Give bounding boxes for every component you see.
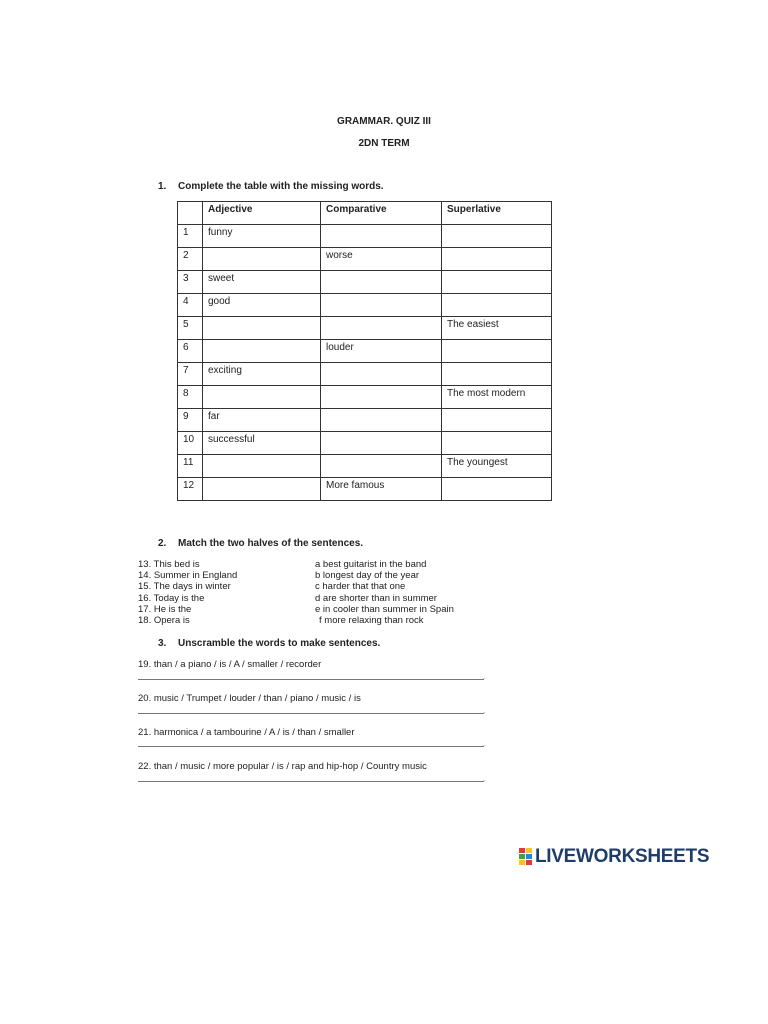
column-header-comparative: Comparative <box>321 202 442 225</box>
comparative-cell[interactable]: worse <box>321 248 442 271</box>
section-3-number: 3. <box>158 638 167 649</box>
table-row <box>178 409 552 432</box>
answer-line-end: . <box>483 774 486 783</box>
comparative-cell[interactable]: More famous <box>321 478 442 501</box>
superlative-cell[interactable] <box>442 363 552 386</box>
section-2-text: Match the two halves of the sentences. <box>178 538 364 549</box>
comparative-cell[interactable]: louder <box>321 340 442 363</box>
adjective-cell[interactable] <box>203 386 321 409</box>
answer-line[interactable] <box>138 713 484 714</box>
match-right-item: a best guitarist in the band <box>315 559 427 570</box>
match-right-list <box>315 559 454 626</box>
comparatives-table <box>177 201 552 501</box>
table-row <box>178 478 552 501</box>
comparative-cell[interactable] <box>321 455 442 478</box>
match-left-item: 14. Summer in England <box>138 570 238 582</box>
answer-line-end: . <box>483 739 486 748</box>
comparative-cell[interactable] <box>321 271 442 294</box>
adjective-cell[interactable]: exciting <box>203 363 321 386</box>
column-header-superlative: Superlative <box>442 202 552 225</box>
table-row <box>178 363 552 386</box>
match-right-item: f more relaxing than rock <box>319 614 424 626</box>
section-1-text: Complete the table with the missing words. <box>178 181 384 192</box>
superlative-cell[interactable] <box>442 225 552 248</box>
comparative-cell[interactable] <box>321 409 442 432</box>
match-left-item: 16. Today is the <box>138 592 205 604</box>
row-number: 11 <box>178 455 203 478</box>
section-3-heading <box>158 638 380 649</box>
row-number: 12 <box>178 478 203 501</box>
match-right-item: d are shorter than in summer <box>315 592 437 604</box>
row-number: 3 <box>178 271 203 294</box>
row-number: 4 <box>178 294 203 317</box>
column-header-adjective: Adjective <box>203 202 321 225</box>
table-row <box>178 432 552 455</box>
section-3-text: Unscramble the words to make sentences. <box>178 638 381 649</box>
row-number: 6 <box>178 340 203 363</box>
row-number: 10 <box>178 432 203 455</box>
row-number: 2 <box>178 248 203 271</box>
adjective-cell[interactable] <box>203 317 321 340</box>
table-row <box>178 455 552 478</box>
match-right-item: c harder that that one <box>315 581 406 593</box>
section-2-heading <box>158 538 363 549</box>
quiz-title: GRAMMAR. QUIZ III <box>337 116 431 127</box>
superlative-cell[interactable] <box>442 340 552 363</box>
adjective-cell[interactable] <box>203 248 321 271</box>
match-left-item: 15. The days in winter <box>138 581 231 593</box>
match-left-list <box>138 559 237 626</box>
row-number: 7 <box>178 363 203 386</box>
superlative-cell[interactable]: The youngest <box>442 455 552 478</box>
comparative-cell[interactable] <box>321 294 442 317</box>
table-row <box>178 317 552 340</box>
liveworksheets-logo <box>519 846 709 868</box>
superlative-cell[interactable] <box>442 409 552 432</box>
table-row <box>178 386 552 409</box>
superlative-cell[interactable] <box>442 478 552 501</box>
logo-tiles-icon <box>519 848 533 866</box>
adjective-cell[interactable]: funny <box>203 225 321 248</box>
row-number: 8 <box>178 386 203 409</box>
answer-line[interactable] <box>138 679 484 680</box>
superlative-cell[interactable] <box>442 248 552 271</box>
table-row <box>178 248 552 271</box>
comparative-cell[interactable] <box>321 363 442 386</box>
match-left-item: 18. Opera is <box>138 614 190 626</box>
unscramble-item: 21. harmonica / a tambourine / A / is / than / smaller <box>138 727 355 738</box>
answer-line[interactable] <box>138 746 484 747</box>
match-right-item: e in cooler than summer in Spain <box>315 603 454 615</box>
unscramble-item: 19. than / a piano / is / A / smaller / recorder <box>138 659 322 670</box>
comparative-cell[interactable] <box>321 225 442 248</box>
superlative-cell[interactable] <box>442 271 552 294</box>
comparative-cell[interactable] <box>321 432 442 455</box>
adjective-cell[interactable] <box>203 455 321 478</box>
adjective-cell[interactable]: far <box>203 409 321 432</box>
comparative-cell[interactable] <box>321 317 442 340</box>
section-1-number: 1. <box>158 181 167 192</box>
unscramble-item: 20. music / Trumpet / louder / than / piano / music / is <box>138 693 361 704</box>
table-row <box>178 225 552 248</box>
row-number: 9 <box>178 409 203 432</box>
match-right-item: b longest day of the year <box>315 570 420 582</box>
section-2-number: 2. <box>158 538 167 549</box>
adjective-cell[interactable]: successful <box>203 432 321 455</box>
adjective-cell[interactable]: good <box>203 294 321 317</box>
unscramble-item: 22. than / music / more popular / is / rap and hip-hop / Country music <box>138 761 427 772</box>
adjective-cell[interactable] <box>203 478 321 501</box>
table-row <box>178 271 552 294</box>
term-subtitle: 2DN TERM <box>358 138 410 149</box>
table-header-row <box>178 202 552 225</box>
superlative-cell[interactable] <box>442 432 552 455</box>
superlative-cell[interactable] <box>442 294 552 317</box>
adjective-cell[interactable]: sweet <box>203 271 321 294</box>
row-number: 5 <box>178 317 203 340</box>
answer-line-end: . <box>483 706 486 715</box>
table-row <box>178 340 552 363</box>
logo-text: LIVEWORKSHEETS <box>535 846 710 867</box>
comparative-cell[interactable] <box>321 386 442 409</box>
row-number: 1 <box>178 225 203 248</box>
column-header-number <box>178 202 203 225</box>
adjective-cell[interactable] <box>203 340 321 363</box>
match-left-item: 17. He is the <box>138 603 192 615</box>
superlative-cell[interactable]: The most modern <box>442 386 552 409</box>
answer-line-end: . <box>483 672 486 681</box>
superlative-cell[interactable]: The easiest <box>442 317 552 340</box>
match-left-item: 13. This bed is <box>138 559 200 570</box>
table-row <box>178 294 552 317</box>
section-1-heading <box>158 181 384 192</box>
answer-line[interactable] <box>138 781 484 782</box>
